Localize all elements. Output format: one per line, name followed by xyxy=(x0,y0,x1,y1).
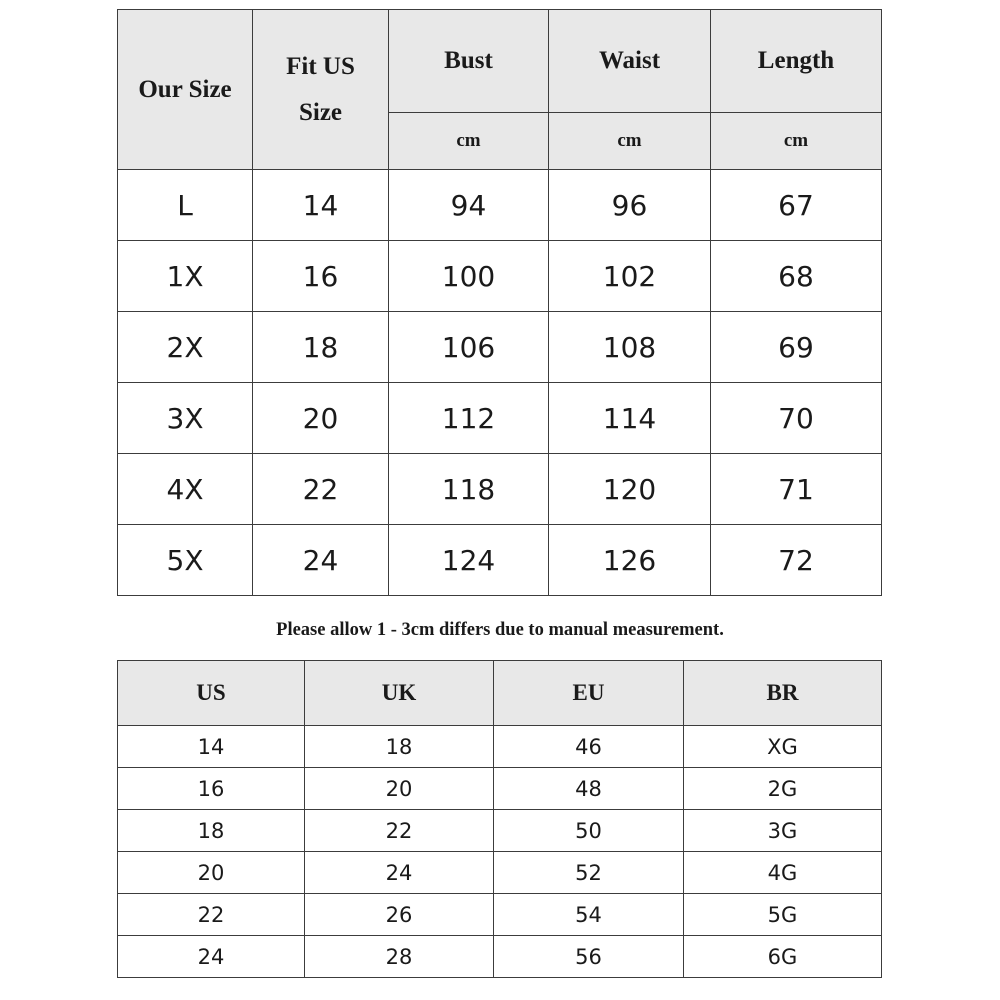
table-cell: 18 xyxy=(118,810,305,852)
table-cell: 4G xyxy=(684,852,882,894)
header-fit-us-line2: Size xyxy=(298,98,343,126)
table-row xyxy=(118,170,882,241)
table-cell: 20 xyxy=(253,383,389,454)
header-us: US xyxy=(118,661,305,726)
table-cell: 6G xyxy=(684,936,882,978)
table-cell: 22 xyxy=(305,810,494,852)
table-cell: 102 xyxy=(549,241,711,312)
table-cell: 96 xyxy=(549,170,711,241)
table-cell: 14 xyxy=(118,726,305,768)
table-cell: 3X xyxy=(118,383,253,454)
table-cell: 120 xyxy=(549,454,711,525)
table-cell: 69 xyxy=(711,312,882,383)
header-bust-label: Bust xyxy=(444,47,493,74)
table-row xyxy=(118,810,882,852)
table-cell: 54 xyxy=(494,894,684,936)
header-fit-us-line1: Fit US xyxy=(286,52,355,80)
table-cell: 2G xyxy=(684,768,882,810)
table-row xyxy=(118,241,882,312)
table-cell: 114 xyxy=(549,383,711,454)
table-cell: 71 xyxy=(711,454,882,525)
table-cell: 22 xyxy=(253,454,389,525)
header-bust xyxy=(389,10,549,113)
table-cell: 94 xyxy=(389,170,549,241)
table-row xyxy=(118,768,882,810)
table-cell: 3G xyxy=(684,810,882,852)
table-cell: 20 xyxy=(305,768,494,810)
table-row xyxy=(118,936,882,978)
table-cell: 46 xyxy=(494,726,684,768)
table-cell: 48 xyxy=(494,768,684,810)
table-cell: 106 xyxy=(389,312,549,383)
table-cell: 26 xyxy=(305,894,494,936)
header-bust-unit: cm xyxy=(389,113,549,170)
table-row xyxy=(118,383,882,454)
table-cell: 18 xyxy=(253,312,389,383)
table-cell: 50 xyxy=(494,810,684,852)
table-row xyxy=(118,525,882,596)
size-chart-table xyxy=(117,9,882,596)
table-cell: 5X xyxy=(118,525,253,596)
table-cell: 100 xyxy=(389,241,549,312)
table-cell: 16 xyxy=(253,241,389,312)
table-row xyxy=(118,726,882,768)
header-our-size-label: Our Size xyxy=(138,75,232,103)
header-waist-label: Waist xyxy=(598,47,661,74)
table-cell: L xyxy=(118,170,253,241)
header-br: BR xyxy=(684,661,882,726)
header-fit-us-size xyxy=(253,10,389,170)
table-cell: 24 xyxy=(305,852,494,894)
table-cell: XG xyxy=(684,726,882,768)
table-cell: 1X xyxy=(118,241,253,312)
table-cell: 14 xyxy=(253,170,389,241)
table-cell: 22 xyxy=(118,894,305,936)
table-cell: 52 xyxy=(494,852,684,894)
table-cell: 67 xyxy=(711,170,882,241)
table-cell: 56 xyxy=(494,936,684,978)
table-row xyxy=(118,312,882,383)
table-cell: 108 xyxy=(549,312,711,383)
table-cell: 24 xyxy=(118,936,305,978)
table-cell: 24 xyxy=(253,525,389,596)
header-eu: EU xyxy=(494,661,684,726)
header-waist xyxy=(549,10,711,113)
table-cell: 68 xyxy=(711,241,882,312)
table-cell: 18 xyxy=(305,726,494,768)
table-cell: 16 xyxy=(118,768,305,810)
table-row xyxy=(118,852,882,894)
table-cell: 5G xyxy=(684,894,882,936)
header-waist-unit: cm xyxy=(549,113,711,170)
table-cell: 126 xyxy=(549,525,711,596)
size-conversion-table xyxy=(117,660,882,978)
table-row xyxy=(118,454,882,525)
header-our-size xyxy=(118,10,253,170)
table-cell: 70 xyxy=(711,383,882,454)
table-cell: 4X xyxy=(118,454,253,525)
measurement-note: Please allow 1 - 3cm differs due to manual measurement. xyxy=(276,620,724,640)
header-length-label: Length xyxy=(757,47,835,74)
table-cell: 28 xyxy=(305,936,494,978)
table-cell: 112 xyxy=(389,383,549,454)
header-length xyxy=(711,10,882,113)
table-cell: 20 xyxy=(118,852,305,894)
table-cell: 124 xyxy=(389,525,549,596)
table-row xyxy=(118,894,882,936)
header-length-unit: cm xyxy=(711,113,882,170)
table-cell: 2X xyxy=(118,312,253,383)
header-uk: UK xyxy=(305,661,494,726)
table-cell: 72 xyxy=(711,525,882,596)
table-cell: 118 xyxy=(389,454,549,525)
